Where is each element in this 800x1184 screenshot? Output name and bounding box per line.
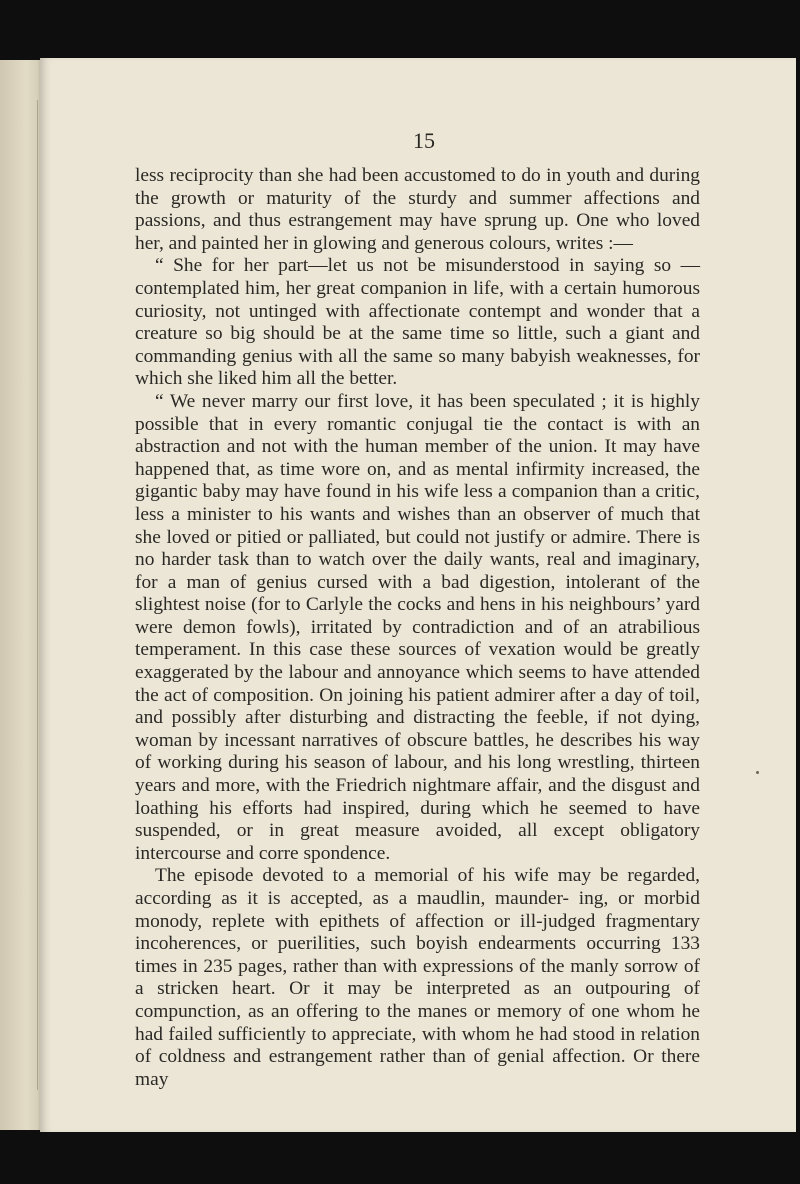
book-page xyxy=(40,58,796,1132)
left-page-edge xyxy=(0,60,44,1130)
body-text xyxy=(135,165,700,1091)
page-number: 15 xyxy=(413,128,435,153)
paragraph: The episode devoted to a memorial of his wife may be regarded, according as it is accepted, as a maudlin, maunder- ing, or morbid monody, replete with epithets of affection or ill-judged fragmentary incoherences, or puerilities, such boyish endearments occurring 133 times in 235 pages, rather than with expressions of the manly sorrow of a stricken heart. Or it may be interpreted as an outpouring of compunction, as an offering to the manes or memory of one whom he had failed sufficiently to appreciate, with whom he had stood in relation of coldness and estrangement rather than of genial affection. Or there may xyxy=(135,865,700,1090)
paragraph: “ We never marry our first love, it has been speculated ; it is highly possible that in every romantic conjugal tie the contact is with an abstraction and not with the human member of the union. It may have happened that, as time wore on, and as mental infirmity increased, the gigantic baby may have found in his wife less a companion than a critic, less a minister to his wants and wishes than an observer of much that she loved or pitied or palliated, but could not justify or admire. There is no harder task than to watch over the daily wants, real and imaginary, for a man of genius cursed with a bad digestion, intolerant of the slightest noise (for to Carlyle the cocks and hens in his neighbours’ yard were demon fowls), irritated by contradiction and of an atrabilious temperament. In this case these sources of vexation would be greatly exaggerated by the labour and annoyance which seems to have attended the act of composition. On joining his patient admirer after a day of toil, and possibly after disturbing and distracting the feeble, if not dying, woman by incessant narratives of obscure battles, he describes his way of working during his season of labour, and his long wrestling, thirteen years and more, with the Friedrich nightmare affair, and the disgust and loathing his efforts had inspired, during which he seemed to have suspended, or in great measure avoided, all except obligatory intercourse and corre spondence. xyxy=(135,390,700,864)
paragraph: less reciprocity than she had been accustomed to do in youth and during the growth or maturity of the sturdy and summer affections and passions, and thus estrangement may have sprung up. One who loved her, and painted her in glowing and generous colours, writes :— xyxy=(135,165,700,254)
paper-speck xyxy=(756,771,759,774)
paragraph: “ She for her part—let us not be misunderstood in saying so —contemplated him, her great companion in life, with a certain humorous curiosity, not untinged with affectionate contempt and wonder that a creature so big should be at the same time so little, such a giant and commanding genius with all the same so many babyish weaknesses, for which she liked him all the better. xyxy=(135,255,700,390)
